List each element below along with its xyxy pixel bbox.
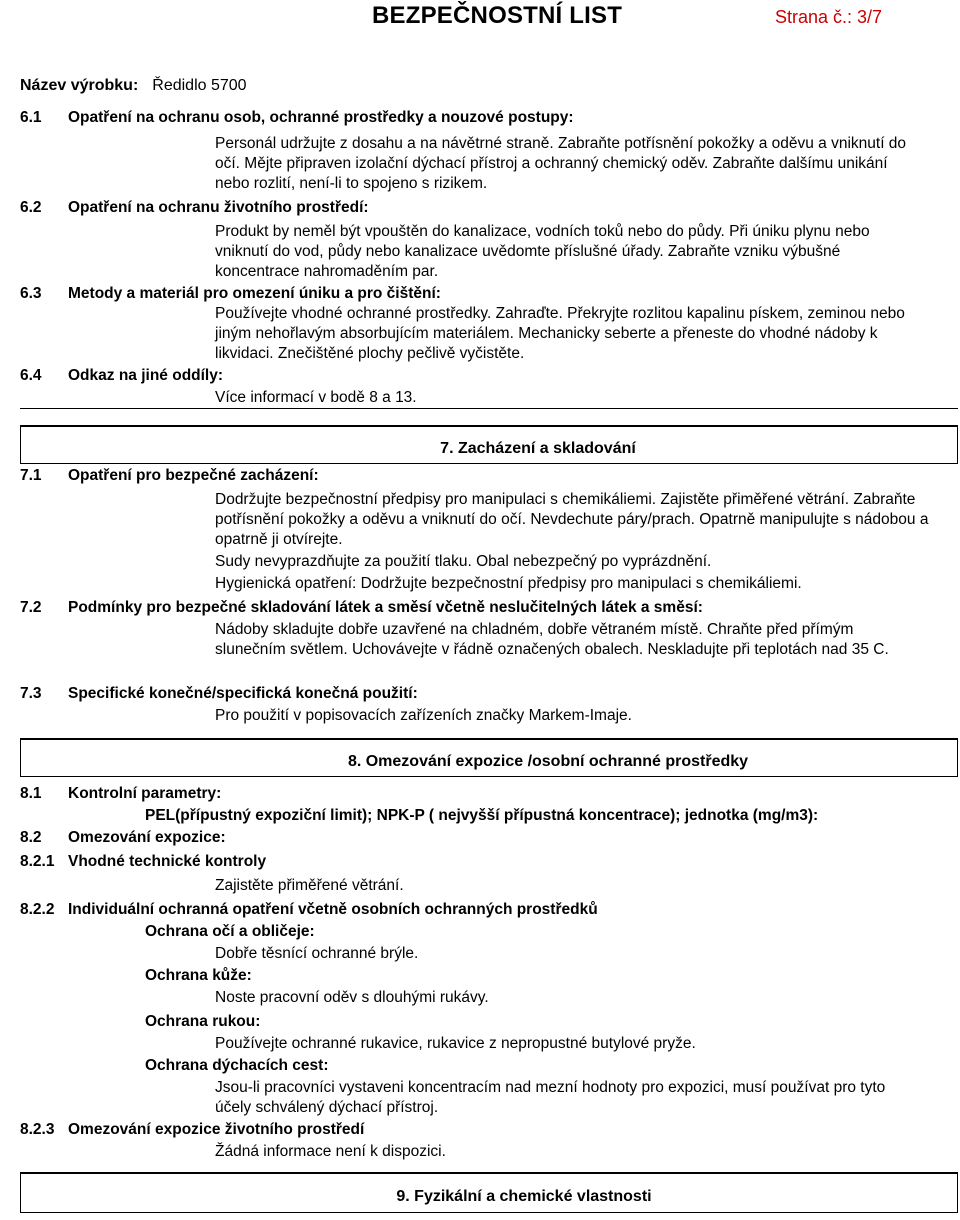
skin-protection-label: Ochrana kůže: bbox=[145, 967, 252, 984]
section-7-1-heading: 7.1 Opatření pro bezpečné zacházení: bbox=[20, 467, 319, 484]
section-8-2-heading: 8.2 Omezování expozice: bbox=[20, 829, 226, 846]
section-8-2-1-text: Zajistěte přiměřené větrání. bbox=[215, 877, 404, 894]
section-7-3-heading: 7.3 Specifické konečné/specifická konečná použití: bbox=[20, 685, 418, 702]
section-7-2-heading: 7.2 Podmínky pro bezpečné skladování látek a směsí včetně neslučitelných látek a směsí: bbox=[20, 599, 703, 616]
divider bbox=[20, 408, 958, 409]
section-6-2-text: Produkt by neměl být vpouštěn do kanalizace, vodních toků nebo do půdy. Při úniku plynu nebo vniknutí do vod, půdy nebo kanalizace uvědomte příslušné úřady. Zabraňte vzniku výbušné koncentrace nahromaděním par. bbox=[215, 223, 870, 280]
respiratory-protection-label: Ochrana dýchacích cest: bbox=[145, 1057, 329, 1074]
section-6-4-heading: 6.4 Odkaz na jiné oddíly: bbox=[20, 367, 224, 384]
section-7-heading: 7. Zacházení a skladování bbox=[440, 440, 636, 457]
hand-protection-text: Používejte ochranné rukavice, rukavice z nepropustné butylové pryže. bbox=[215, 1035, 696, 1052]
hand-protection-label: Ochrana rukou: bbox=[145, 1013, 261, 1030]
section-6-3-heading: 6.3 Metody a materiál pro omezení úniku a pro čištění: bbox=[20, 285, 441, 302]
section-6-3-text: Používejte vhodné ochranné prostředky. Zahraďte. Překryjte rozlitou kapalinu pískem, zeminou nebo jiným nehořlavým absorbujícím materiálem. Mechanicky seberte a přeneste do vhodné nádoby k likvidaci. Znečištěné plochy pečlivě vyčistěte. bbox=[215, 305, 905, 362]
eye-protection-text: Dobře těsnící ochranné brýle. bbox=[215, 945, 419, 962]
section-8-2-3-heading: 8.2.3 Omezování expozice životního prostředí bbox=[20, 1121, 365, 1138]
section-7-1-text-2: Sudy nevyprazdňujte za použití tlaku. Obal nebezpečný po vyprázdnění. bbox=[215, 553, 712, 570]
page-number: Strana č.: 3/7 bbox=[775, 7, 883, 27]
section-7-heading-box bbox=[20, 425, 958, 464]
respiratory-protection-text: Jsou-li pracovníci vystaveni koncentracím nad mezní hodnoty pro expozici, musí používat pro tyto účely schválený dýchací přístroj. bbox=[215, 1079, 886, 1116]
section-6-2-heading: 6.2 Opatření na ochranu životního prostředí: bbox=[20, 199, 369, 216]
section-8-2-3-text: Žádná informace není k dispozici. bbox=[215, 1143, 446, 1160]
section-6-1-text: Personál udržujte z dosahu a na návětrné straně. Zabraňte potřísnění pokožky a oděvu a vniknutí do očí. Mějte připraven izolační dýchací přístroj a ochranný chemický oděv. Zabraňte dalšímu unikání nebo rozlití, není-li to spojeno s rizikem. bbox=[215, 135, 907, 192]
skin-protection-text: Noste pracovní oděv s dlouhými rukávy. bbox=[215, 989, 489, 1006]
eye-protection-label: Ochrana očí a obličeje: bbox=[145, 923, 315, 940]
section-8-2-2-heading: 8.2.2 Individuální ochranná opatření včetně osobních ochranných prostředků bbox=[20, 901, 598, 918]
section-8-1-heading: 8.1 Kontrolní parametry: bbox=[20, 785, 222, 802]
section-8-heading-box bbox=[20, 738, 958, 777]
section-9-heading-box bbox=[20, 1172, 958, 1213]
section-7-1-text: Dodržujte bezpečnostní předpisy pro manipulaci s chemikáliemi. Zajistěte přiměřené větrání. Zabraňte potřísnění pokožky a oděvu a vniknutí do očí. Nevdechute páry/prach. Opatrně manipulujte s nádobou a opatrně ji otvírejte. bbox=[215, 491, 929, 548]
section-7-2-text: Nádoby skladujte dobře uzavřené na chladném, dobře větraném místě. Chraňte před přímým slunečním světlem. Uchovávejte v řádně označených obalech. Neskladujte při teplotách nad 35 C. bbox=[215, 621, 889, 658]
section-8-1-text: PEL(přípustný expoziční limit); NPK-P ( nejvyšší přípustná koncentrace); jednotka (mg/m3): bbox=[145, 807, 819, 824]
section-7-1-text-3: Hygienická opatření: Dodržujte bezpečnostní předpisy pro manipulaci s chemikáliemi. bbox=[215, 575, 802, 592]
section-6-4-text: Více informací v bodě 8 a 13. bbox=[215, 389, 417, 406]
product-name: Ředidlo 5700 bbox=[152, 77, 247, 94]
section-8-2-1-heading: 8.2.1 Vhodné technické kontroly bbox=[20, 853, 267, 870]
product-line bbox=[20, 76, 247, 96]
section-6-1-heading: 6.1 Opatření na ochranu osob, ochranné prostředky a nouzové postupy: bbox=[20, 109, 574, 126]
section-9-heading: 9. Fyzikální a chemické vlastnosti bbox=[396, 1188, 652, 1205]
product-label: Název výrobku: bbox=[20, 77, 139, 94]
section-8-heading: 8. Omezování expozice /osobní ochranné prostředky bbox=[347, 753, 749, 770]
section-7-3-text: Pro použití v popisovacích zařízeních značky Markem-Imaje. bbox=[215, 707, 632, 724]
document-title: BEZPEČNOSTNÍ LIST bbox=[372, 2, 623, 29]
